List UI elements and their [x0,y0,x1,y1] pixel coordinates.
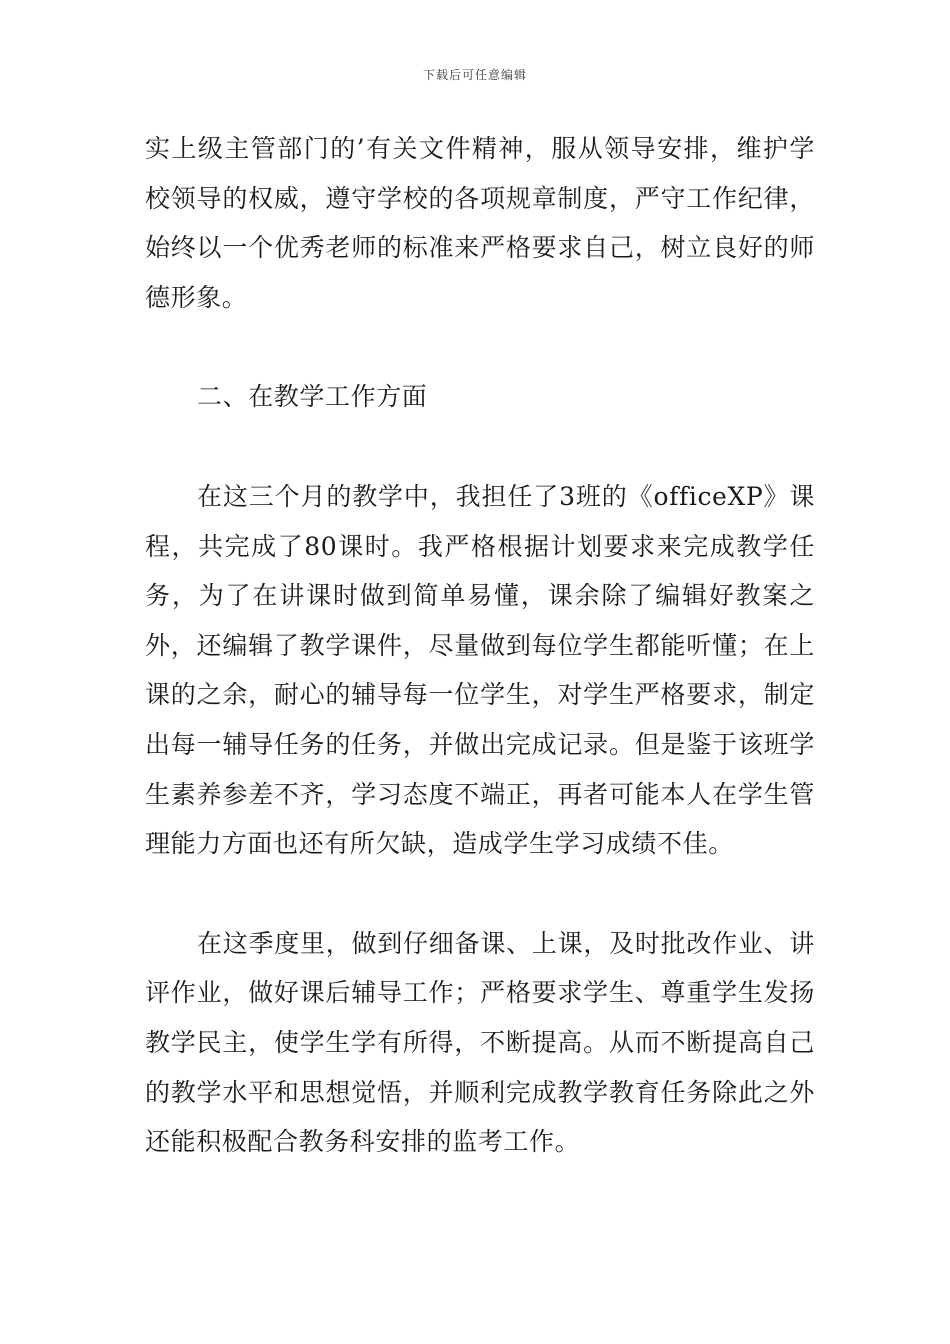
section-heading: 二、在教学工作方面 [197,382,428,412]
document-body [145,124,815,1167]
paragraph-continuation: 实上级主管部门的’有关文件精神，服从领导安排，维护学校领导的权威，遵守学校的各项规章制度，严守工作纪律，始终以一个优秀老师的标准来严格要求自己，树立良好的师德形象。 [145,134,815,312]
page-header-note: 下载后可任意编辑 [422,68,527,82]
paragraph-quarter-summary: 在这季度里，做到仔细备课、上课，及时批改作业、讲评作业，做好课后辅导工作；严格要求学生、尊重学生发扬教学民主，使学生学有所得，不断提高。从而不断提高自己的教学水平和思想觉悟，并顺利完成教学教育任务除此之外还能积极配合教务科安排的监考工作。 [145,928,815,1157]
paragraph-teaching-work: 在这三个月的教学中，我担任了3班的《officeXP》课程，共完成了80课时。我严格根据计划要求来完成教学任务，为了在讲课时做到简单易懂，课余除了编辑好教案之外，还编辑了教学课件，尽量做到每位学生都能听懂；在上课的之余，耐心的辅导每一位学生，对学生严格要求，制定出每一辅导任务的任务，并做出完成记录。但是鉴于该班学生素养参差不齐，学习态度不端正，再者可能本人在学生管理能力方面也还有所欠缺，造成学生学习成绩不佳。 [145,481,815,859]
